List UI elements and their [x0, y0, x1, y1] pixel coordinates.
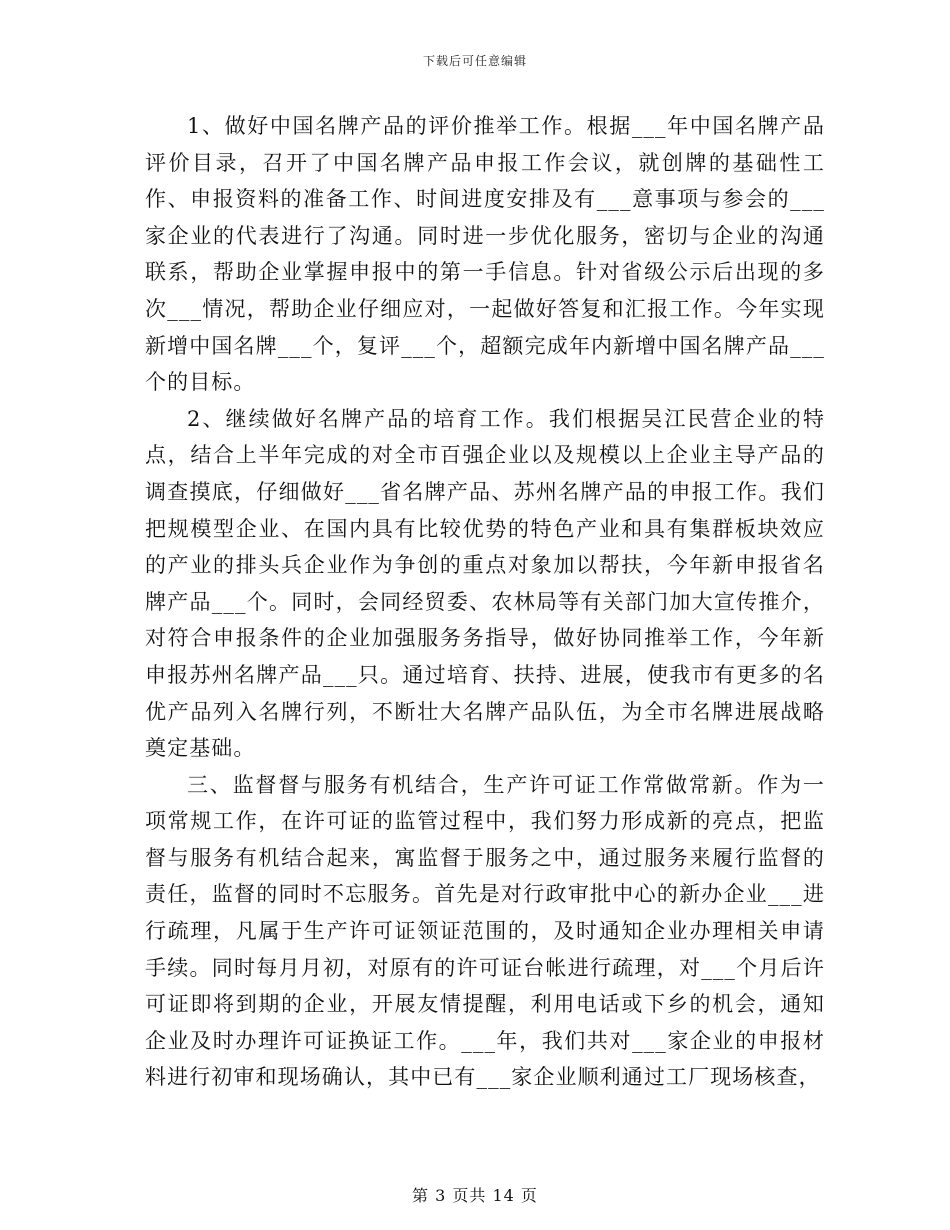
document-body	[145, 108, 825, 1096]
page-header-note: 下载后可任意编辑	[422, 54, 527, 68]
page-number-footer: 第 3 页共 14 页	[412, 1186, 538, 1205]
paragraph-brand-cultivation: 2、继续做好名牌产品的培育工作。我们根据吴江民营企业的特点，结合上半年完成的对全市百强企业以及规模以上企业主导产品的调查摸底，仔细做好___省名牌产品、苏州名牌产品的申报工作。我们把规模型企业、在国内具有比较优势的特色产业和具有集群板块效应的产业的排头兵企业作为争创的重点对象加以帮扶，今年新申报省名牌产品___个。同时，会同经贸委、农林局等有关部门加大宣传推介，对符合申报条件的企业加强服务务指导，做好协同推举工作，今年新申报苏州名牌产品___只。通过培育、扶持、进展，使我市有更多的名优产品列入名牌行列，不断壮大名牌产品队伍，为全市名牌进展战略奠定基础。	[145, 406, 825, 761]
paragraph-license-supervision: 三、监督督与服务有机结合，生产许可证工作常做常新。作为一项常规工作，在许可证的监管过程中，我们努力形成新的亮点，把监督与服务有机结合起来，寓监督于服务之中，通过服务来履行监督的责任，监督的同时不忘服务。首先是对行政审批中心的新办企业___进行疏理，凡属于生产许可证领证范围的，及时通知企业办理相关申请手续。同时每月月初，对原有的许可证台帐进行疏理，对___个月后许可证即将到期的企业，开展友情提醒，利用电话或下乡的机会，通知企业及时办理许可证换证工作。___年，我们共对___家企业的申报材料进行初审和现场确认，其中已有___家企业顺利通过工厂现场核查，	[145, 772, 825, 1090]
paragraph-brand-evaluation: 1、做好中国名牌产品的评价推举工作。根据___年中国名牌产品评价目录，召开了中国名牌产品申报工作会议，就创牌的基础性工作、申报资料的准备工作、时间进度安排及有___意事项与参会的___家企业的代表进行了沟通。同时进一步优化服务，密切与企业的沟通联系，帮助企业掌握申报中的第一手信息。针对省级公示后出现的多次___情况，帮助企业仔细应对，一起做好答复和汇报工作。今年实现新增中国名牌___个，复评___个，超额完成年内新增中国名牌产品___个的目标。	[145, 114, 825, 395]
